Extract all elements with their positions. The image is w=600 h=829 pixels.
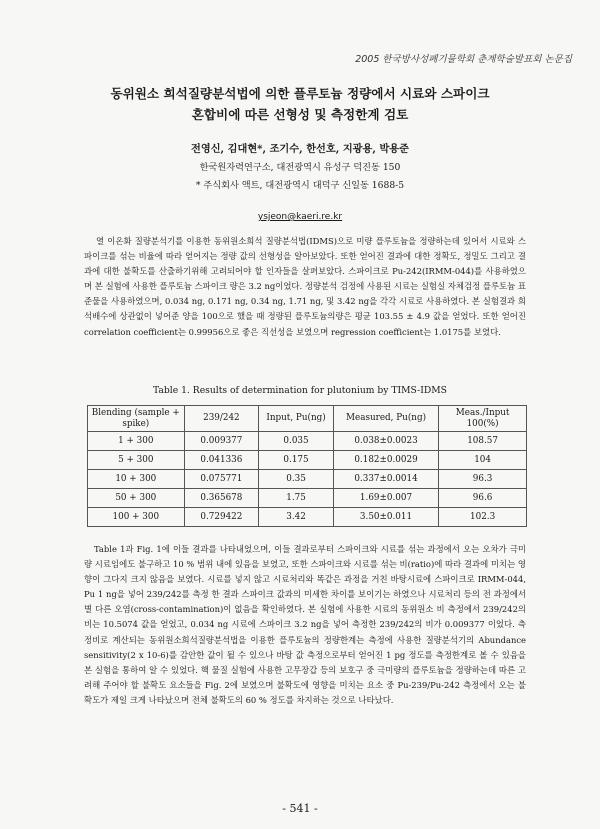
cell-blending: 5 + 300 <box>88 451 185 470</box>
table-header-row <box>88 406 527 432</box>
cell-input: 0.35 <box>259 470 334 489</box>
header-measured: Measured, Pu(ng) <box>333 406 438 432</box>
cell-input: 0.175 <box>259 451 334 470</box>
abstract-paragraph: 열 이온화 질량분석기를 이용한 동위원소희석 질량분석법(IDMS)으로 미량 플루토늄을 정량하는데 있어서 시료와 스파이크를 섞는 비율에 따라 얻어지는 정량 값의 선형성을 알아보았다. 또한 얻어진 결과에 대한 정확도, 정밀도 그리고 결과에 대한 불확도를 산출하기위해 고려되어야 할 인자들을 살펴보았다. 스파이크로 Pu-242(IRMM-044)를 사용하였으며 본 실험에 사용한 플루토늄 스파이크 량은 3.2 ng이었다. 정량분석 검정에 사용된 시료는 실험실 자체검정 플루토늄 표준물을 사용하였으며, 0.034 ng, 0.171 ng, 0.34 ng, 1.71 ng, 및 3.42 ng을 각각 시료로 사용하였다. 본 실험결과 희석배수에 상관없이 넣어준 양을 100으로 했을 때 정량된 플루토늄의량은 평균 103.55 ± 4.9 값을 얻었다. 또한 얻어진 correlation coefficient는 0.99956으로 좋은 직선성을 보였으며 regression coefficient는 1.0175를 보였다. <box>84 236 526 337</box>
cell-blending: 100 + 300 <box>88 508 185 527</box>
table-row <box>88 489 527 508</box>
proceedings-header: 2005 한국방사성폐기물학회 춘계학술발표회 논문집 <box>355 54 572 65</box>
affiliation-2: * 주식회사 액트, 대전광역시 대덕구 신일동 1688-5 <box>195 180 405 191</box>
header-input: Input, Pu(ng) <box>259 406 334 432</box>
cell-input: 1.75 <box>259 489 334 508</box>
cell-ratio: 0.729422 <box>184 508 259 527</box>
results-table <box>87 405 527 527</box>
cell-percent: 102.3 <box>439 508 527 527</box>
header-ratio: 239/242 <box>184 406 259 432</box>
cell-blending: 1 + 300 <box>88 432 185 451</box>
cell-ratio: 0.365678 <box>184 489 259 508</box>
cell-ratio: 0.075771 <box>184 470 259 489</box>
header-blending: Blending (sample + spike) <box>88 406 185 432</box>
cell-percent: 108.57 <box>439 432 527 451</box>
cell-measured: 0.182±0.0029 <box>333 451 438 470</box>
cell-measured: 0.038±0.0023 <box>333 432 438 451</box>
cell-blending: 10 + 300 <box>88 470 185 489</box>
cell-input: 0.035 <box>259 432 334 451</box>
table-row <box>88 470 527 489</box>
contact-email[interactable]: ysjeon@kaeri.re.kr <box>257 212 343 222</box>
page-number: - 541 - <box>282 802 318 815</box>
cell-ratio: 0.009377 <box>184 432 259 451</box>
table-row <box>88 508 527 527</box>
cell-percent: 96.3 <box>439 470 527 489</box>
cell-input: 3.42 <box>259 508 334 527</box>
cell-ratio: 0.041336 <box>184 451 259 470</box>
table-row <box>88 432 527 451</box>
paper-title <box>0 83 600 125</box>
cell-measured: 0.337±0.0014 <box>333 470 438 489</box>
table-caption: Table 1. Results of determination for plutonium by TIMS-IDMS <box>153 385 447 396</box>
cell-measured: 3.50±0.011 <box>333 508 438 527</box>
table-row <box>88 451 527 470</box>
cell-blending: 50 + 300 <box>88 489 185 508</box>
title-line-2: 혼합비에 따른 선형성 및 측정한계 검토 <box>191 107 409 122</box>
affiliation-1: 한국원자력연구소, 대전광역시 유성구 덕진동 150 <box>199 162 401 173</box>
title-line-1: 동위원소 희석질량분석법에 의한 플루토늄 정량에서 시료와 스파이크 <box>110 86 490 101</box>
header-meas-input: Meas./Input 100(%) <box>439 406 527 432</box>
cell-percent: 104 <box>439 451 527 470</box>
author-list: 전영신, 김대현*, 조기수, 한선호, 지광용, 박용준 <box>191 143 409 155</box>
cell-measured: 1.69±0.007 <box>333 489 438 508</box>
cell-percent: 96.6 <box>439 489 527 508</box>
body-paragraph: Table 1과 Fig. 1에 이들 결과를 나타내었으며, 이들 결과로부터 스파이크와 시료를 섞는 과정에서 오는 오차가 극미량 시료임에도 불구하고 10 % 범위 내에 있음을 보였고, 또한 스파이크와 시료를 섞는 비(ratio)에 따라 결과에 미치는 영향이 그다지 크지 않음을 보였다. 시료를 넣지 않고 시료처리와 똑같은 과정을 거친 바탕시료에 스파이크로 IRMM-044, Pu 1 ng을 넣어 239/242를 측정 한 결과 스파이크 값과의 미세한 차이를 보이기는 하였으나 시료처리 등의 전 과정에서 별 다른 오염(cross-contamination)이 없음을 확인하였다. 본 실험에 사용한 시료의 동위원소 비 측정에서 239/242의 비는 10.5074 값을 얻었고, 0.034 ng 시료에 스파이크 3.2 ng을 넣어 측정한 239/242의 비가 0.009377 이었다. 측정비로 계산되는 동위원소희석질량분석법을 이용한 플루토늄의 정량한계는 측정에 사용한 질량분석기의 Abundance sensitivity(2 x 10-6)를 감안한 값이 될 수 있으나 바탕 값 측정으로부터 얻어진 1 pg 정도를 측정한계로 볼 수 있음을 본 실험을 통하여 알 수 있었다. 핵 물질 실험에 사용한 고무장갑 등의 보호구 중 극미량의 플루토늄을 정량하는데 따른 고려해 주어야 할 불확도 요소들을 Fig. 2에 보였으며 불확도에 영향을 미치는 요소 중 Pu-239/Pu-242 측정에서 오는 불확도가 제일 크게 나타났으며 전체 불확도의 60 % 정도를 차지하는 것으로 나타났다. <box>84 544 526 705</box>
